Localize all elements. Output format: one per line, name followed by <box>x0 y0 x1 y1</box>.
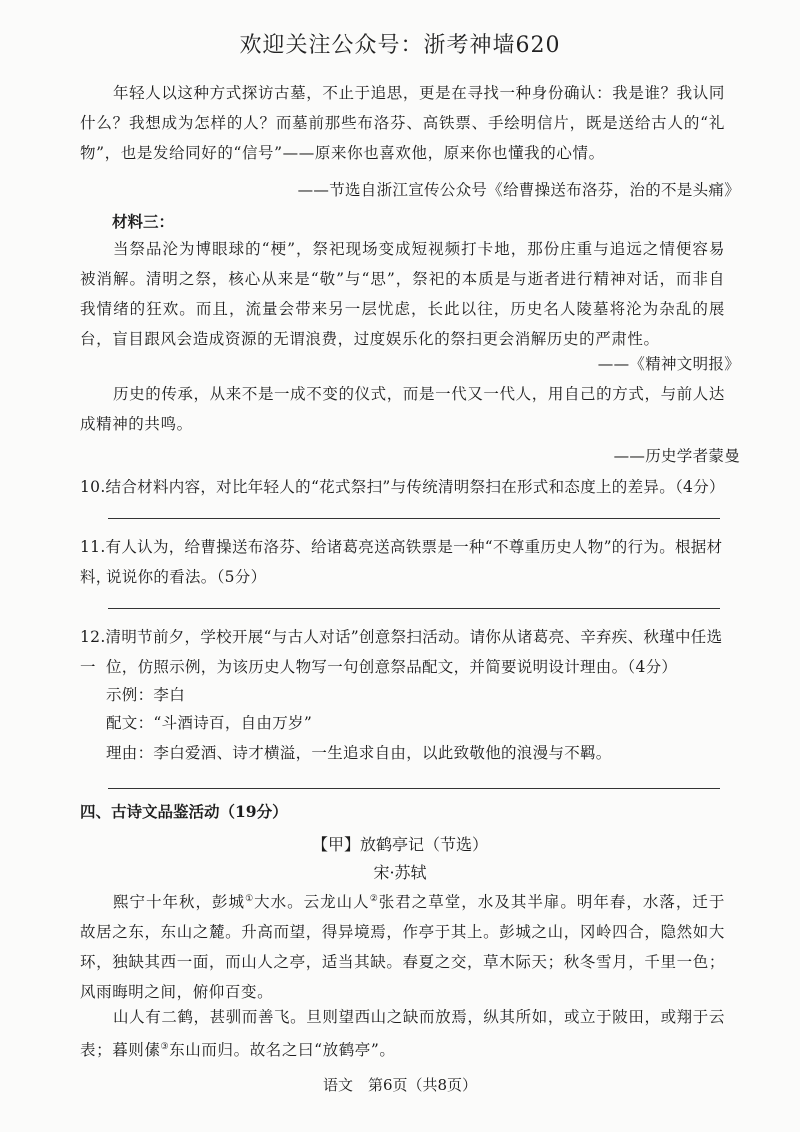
section-4-heading: 四、古诗文品鉴活动（19分） <box>80 802 288 821</box>
classical-p1-part-b: 大水。云龙山人 <box>254 893 370 912</box>
source-citation-3: ——历史学者蒙曼 <box>613 447 740 465</box>
poem-title: 【甲】放鹤亭记（节选） <box>311 835 488 854</box>
footnote-marker-3: ③ <box>160 1042 170 1052</box>
answer-line-11[interactable] <box>108 608 720 609</box>
example-caption: 配文：“斗酒诗百，自由万岁” <box>106 714 313 732</box>
answer-line-10[interactable] <box>108 518 720 519</box>
classical-p2-part-a: 山人有二鹤，甚驯而善飞。旦则望西山之缺而放焉，纵其所如，或立于陂田，或翔于云表；暮则傃 <box>80 1008 725 1060</box>
page-header: 欢迎关注公众号：浙考神墙620 <box>239 33 561 58</box>
material3-paragraph: 当祭品沦为博眼球的“梗”，祭祀现场变成短视频打卡地，那份庄重与追远之情便容易被消解。清明之祭，核心从来是“敬”与“思”，祭祀的本质是与逝者进行精神对话，而非自我情绪的狂欢。而且，流量会带来另一层忧虑，长此以往，历史名人陵墓将沦为杂乱的展台，盲目跟风会造成资源的无谓浪费，过度娱乐化的祭扫更会消解历史的严肃性。 <box>80 240 725 348</box>
classical-paragraph-2 <box>80 1002 725 1065</box>
question-11-line1: 11.有人认为，给曹操送布洛芬、给诸葛亮送高铁票是一种“不尊重历史人物”的行为。根据材料， <box>80 538 723 586</box>
question-12-line1: 12.清明节前夕，学校开展“与古人对话”创意祭扫活动。请你从诸葛亮、辛弃疾、秋瑾中任选一 <box>80 628 723 676</box>
answer-line-12[interactable] <box>108 788 720 789</box>
poem-author: 宋·苏轼 <box>373 863 427 882</box>
example-reason: 理由：李白爱酒、诗才横溢，一生追求自由，以此致敬他的浪漫与不羁。 <box>106 744 612 762</box>
source-citation-2: ——《精神文明报》 <box>597 355 740 373</box>
classical-p2-part-b: 东山而归。故名之曰“放鹤亭”。 <box>169 1041 396 1060</box>
question-11-line2: 说说你的看法。（5分） <box>106 568 267 586</box>
source-citation-1: ——节选自浙江宣传公众号《给曹操送布洛芬，治的不是头痛》 <box>297 181 740 199</box>
classical-p1-part-a: 熙宁十年秋，彭城 <box>113 893 246 912</box>
footnote-marker-2: ② <box>369 894 379 904</box>
classical-paragraph-1 <box>80 884 725 1007</box>
footnote-marker-1: ① <box>245 894 255 904</box>
classical-p1-part-c: 张君之草堂，水及其半扉。明年春，水落，迁于故居之东，东山之麓。升高而望，得异境焉，作亭于其上。彭城之山，冈岭四合，隐然如大环，独缺其西一面，而山人之亭，适当其缺。春夏之交，草木际天；秋冬雪月，千里一色；风雨晦明之间，俯仰百变。 <box>80 893 725 1002</box>
question-10: 10.结合材料内容，对比年轻人的“花式祭扫”与传统清明祭扫在形式和态度上的差异。（4分） <box>80 478 725 496</box>
example-label: 示例：李白 <box>106 686 186 704</box>
material2-tail-paragraph: 年轻人以这种方式探访古墓，不止于追思，更是在寻找一种身份确认：我是谁？我认同什么？我想成为怎样的人？而墓前那些布洛芬、高铁票、手绘明信片，既是送给古人的“礼物”，也是发给同好的“信号”——原来你也喜欢他，原来你也懂我的心情。 <box>80 84 725 162</box>
page-footer: 语文 第6页（共8页） <box>322 1076 478 1094</box>
question-12-line2: 位，仿照示例，为该历史人物写一句创意祭品配文，并简要说明设计理由。（4分） <box>106 658 678 676</box>
historian-quote: 历史的传承，从来不是一成不变的仪式，而是一代又一代人，用自己的方式，与前人达成精神的共鸣。 <box>80 385 725 433</box>
material3-title: 材料三： <box>112 212 175 231</box>
